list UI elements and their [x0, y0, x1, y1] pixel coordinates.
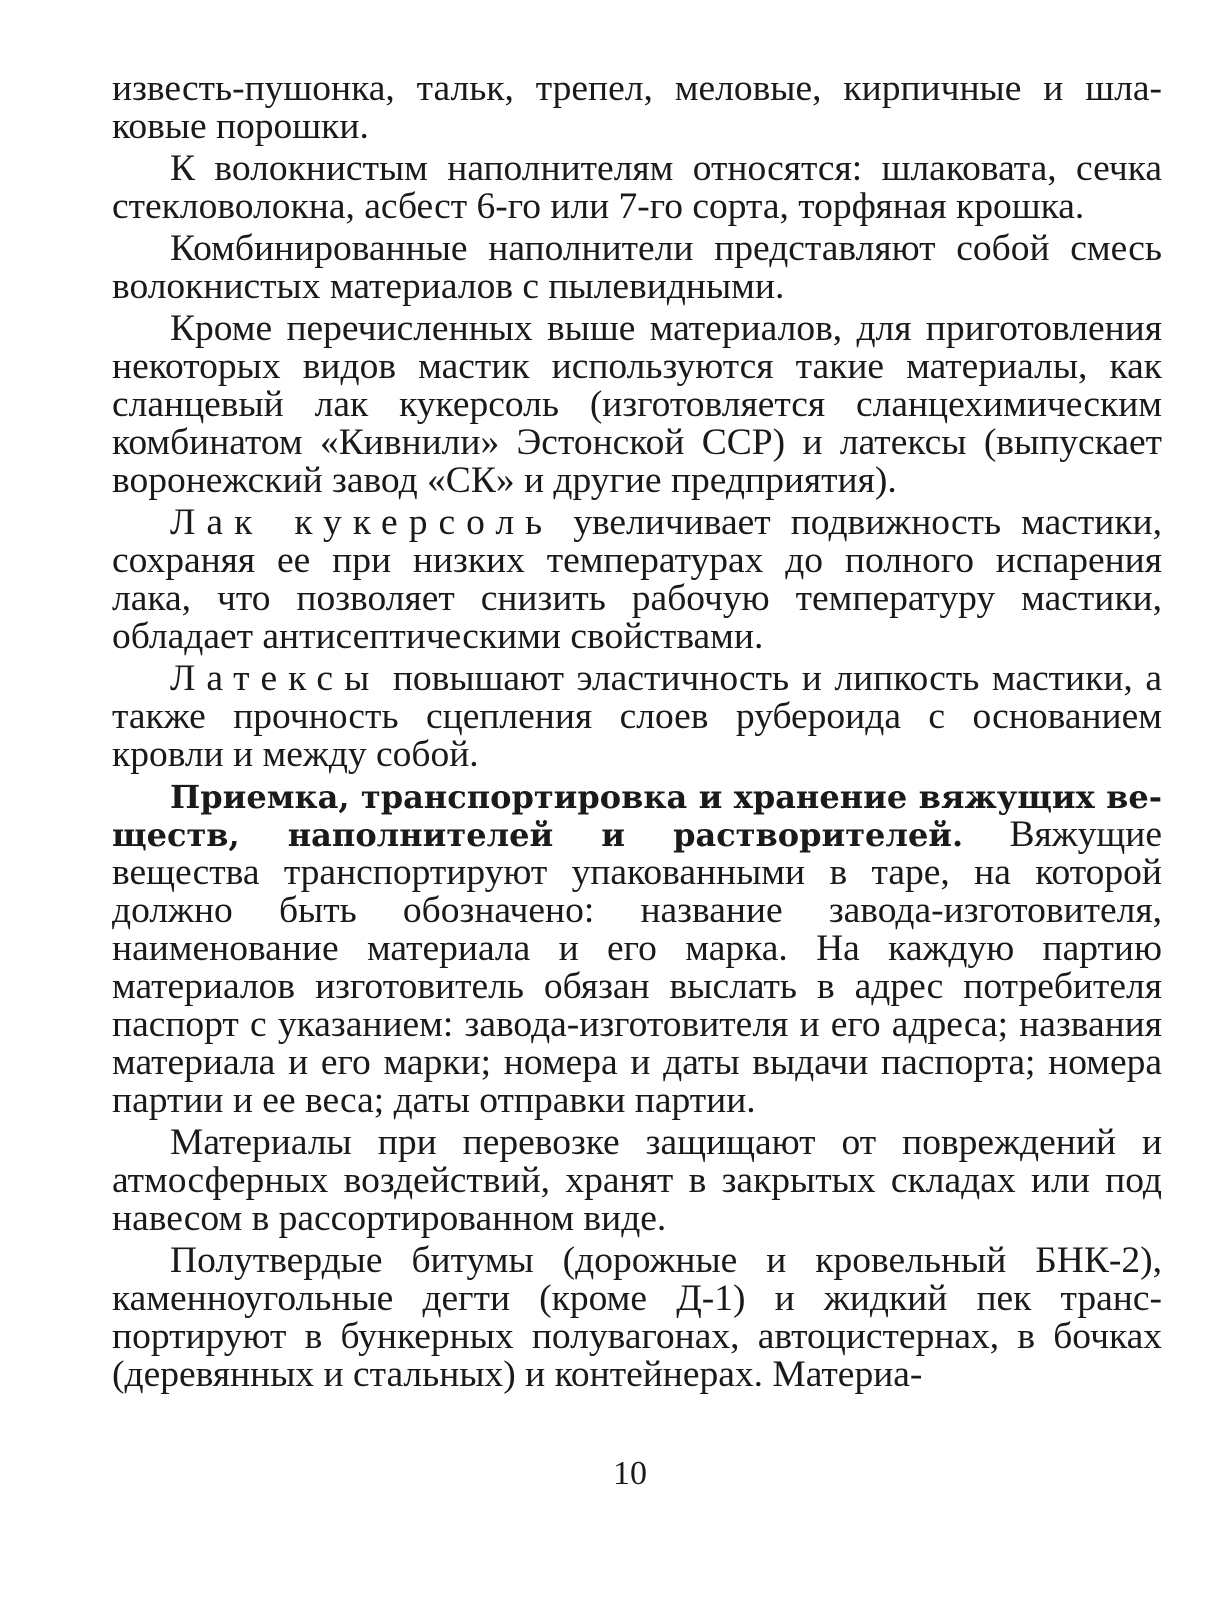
- paragraph-2: [112, 150, 1162, 226]
- paragraph-8-text: Материалы при перевозке защищают от повреждений и атмосферных воздействий, хранят в закрытых складах или под навесом в рассортированном виде.: [112, 1122, 1162, 1239]
- page-number: 10: [613, 1455, 647, 1492]
- paragraph-3-text: Комбинированные наполнители представляют собой смесь волокнистых материалов с пылевидными.: [112, 228, 1162, 307]
- paragraph-9-text: Полутвердые битумы (дорожные и кровельный БНК-2), каменноугольные дегти (кроме Д-1) и жидкий пек транспортируют в бункерных полувагонах, автоцистернах, в бочках (деревянных и стальных) и контейнерах. Материа-: [112, 1240, 1162, 1395]
- term-lateksy: Латексы: [170, 658, 381, 699]
- section-heading: Приемка, транспортировка и хранение вяжущих веществ, наполнителей и растворителей.: [112, 778, 1162, 854]
- page-text-body: [112, 70, 1162, 1398]
- paragraph-3: [112, 230, 1162, 306]
- paragraph-4-text: Кроме перечисленных выше материалов, для приготовления некоторых видов мастик используются такие материалы, как сланцевый лак кукерсоль (изготовляется сланцехимическим комбинатом «Кивнили» Эстонской ССР) и латексы (выпускает воронежский завод «СК» и другие предприятия).: [112, 308, 1162, 501]
- paragraph-5: [112, 504, 1162, 656]
- paragraph-7-text: Вяжущие вещества транспортируют упакованными в таре, на которой должно быть обозначено: название завода-изготовителя, наименование материала и его марка. На каждую партию материалов изготовитель обязан выслать в адрес потребителя паспорт с указанием: завода-изготовителя и его адреса; названия материала и его марки; номера и даты выдачи паспорта; номера партии и ее веса; даты отправки партии.: [112, 814, 1162, 1121]
- paragraph-5-text: увеличивает подвижность мастики, сохраняя ее при низких температурах до полного испарения лака, что позволяет снизить рабочую температуру мастики, обладает антисептическими свойствами.: [112, 502, 1163, 657]
- paragraph-1-text: известь-пушонка, тальк, трепел, меловые, кирпичные и шлаковые порошки.: [112, 68, 1162, 147]
- paragraph-6: [112, 660, 1162, 774]
- paragraph-1: [112, 70, 1162, 146]
- paragraph-7: [112, 778, 1162, 1120]
- paragraph-9: [112, 1242, 1162, 1394]
- paragraph-6-text: повышают эластичность и липкость мастики, а также прочность сцепления слоев рубероида с основанием кровли и между собой.: [112, 658, 1162, 775]
- term-lak-kukersol: Лак кукерсоль: [170, 502, 554, 543]
- paragraph-2-text: К волокнистым наполнителям относятся: шлаковата, сечка стекловолокна, асбест 6-го или 7-го сорта, торфяная крошка.: [112, 148, 1162, 227]
- paragraph-4: [112, 310, 1162, 500]
- paragraph-8: [112, 1124, 1162, 1238]
